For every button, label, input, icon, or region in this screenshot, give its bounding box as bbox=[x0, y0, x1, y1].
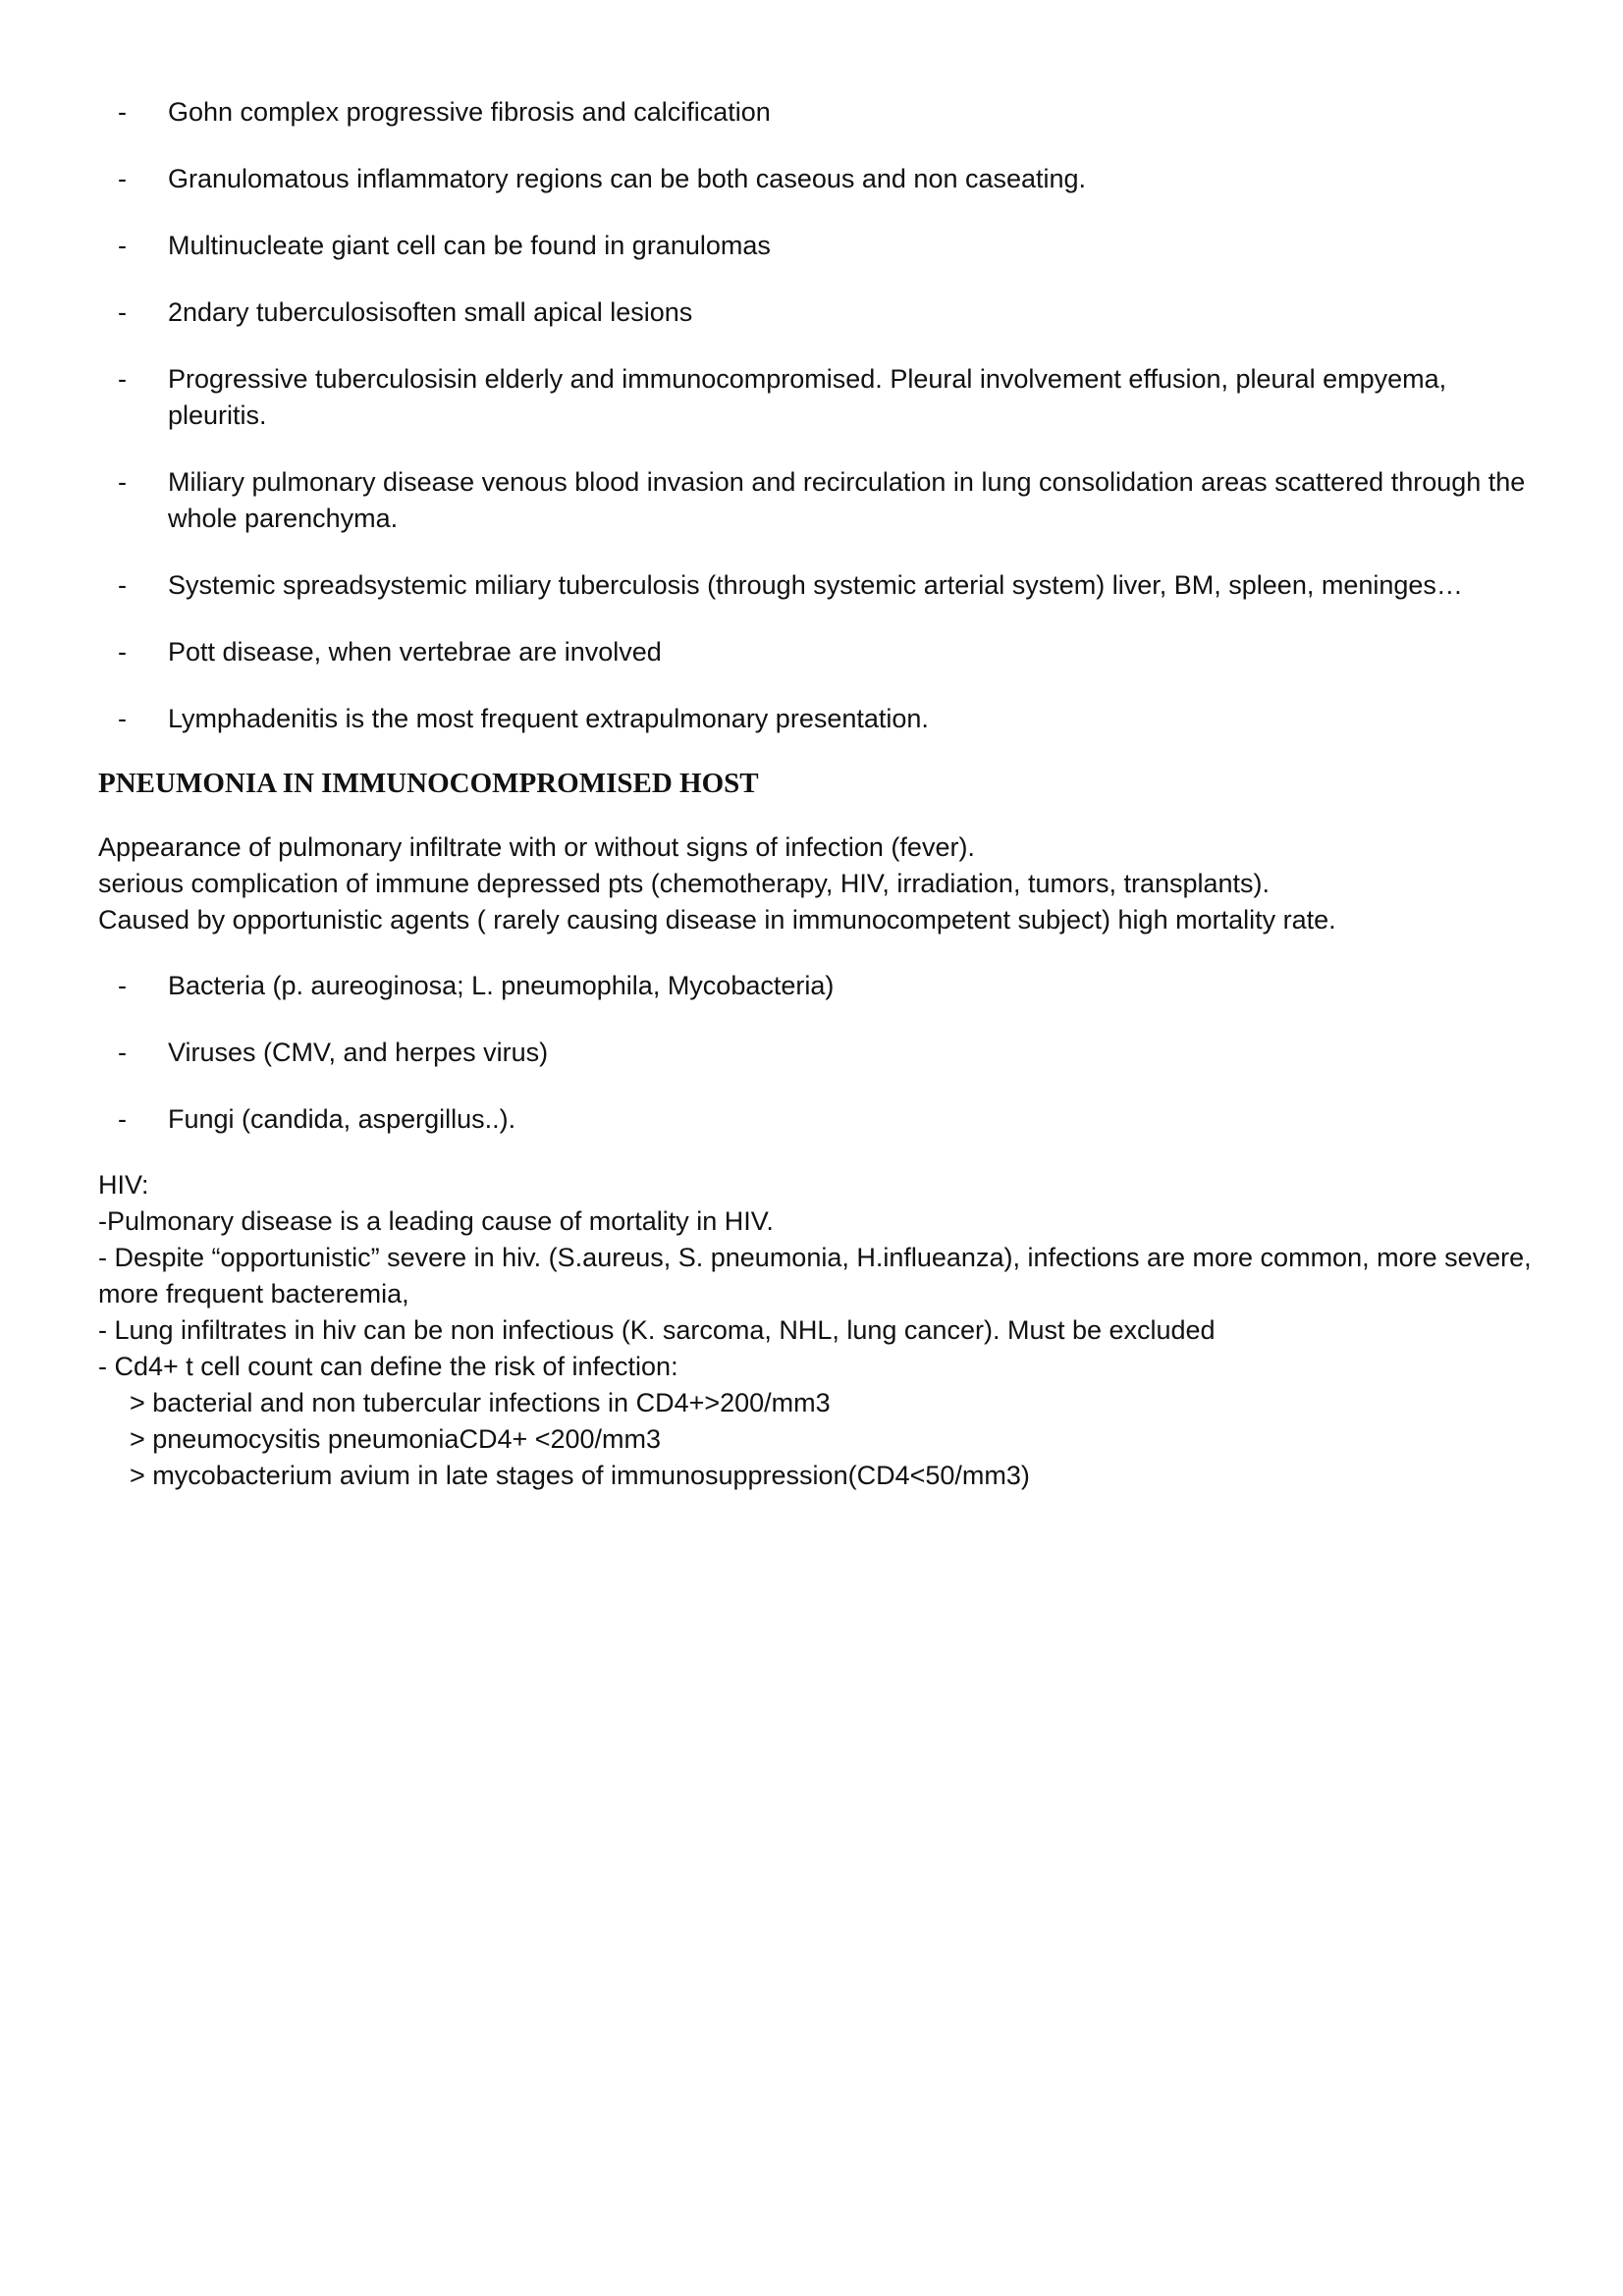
list-item bbox=[98, 464, 1542, 537]
intro-paragraph bbox=[98, 829, 1542, 938]
bullet-dash: - bbox=[118, 231, 127, 260]
list-item-text: Miliary pulmonary disease venous blood invasion and recirculation in lung consolidation areas scattered through the whole parenchyma. bbox=[168, 467, 1526, 533]
bullet-dash: - bbox=[118, 637, 127, 667]
agents-list bbox=[98, 968, 1542, 1138]
list-item bbox=[98, 1035, 1542, 1071]
list-item bbox=[98, 161, 1542, 197]
list-item bbox=[98, 94, 1542, 131]
bullet-dash: - bbox=[118, 364, 127, 394]
list-item-text: 2ndary tuberculosisoften small apical lesions bbox=[168, 297, 693, 327]
intro-line: serious complication of immune depressed pts (chemotherapy, HIV, irradiation, tumors, transplants). bbox=[98, 869, 1271, 898]
page-content bbox=[98, 94, 1542, 1494]
list-item-text: Viruses (CMV, and herpes virus) bbox=[168, 1038, 549, 1067]
hiv-line: - Despite “opportunistic” severe in hiv. (S.aureus, S. pneumonia, H.influeanza), infections are more common, more severe, more frequent bacteremia, bbox=[98, 1243, 1532, 1308]
list-item bbox=[98, 361, 1542, 434]
tuberculosis-list bbox=[98, 94, 1542, 737]
bullet-dash: - bbox=[118, 570, 127, 600]
list-item-text: Multinucleate giant cell can be found in granulomas bbox=[168, 231, 771, 260]
bullet-dash: - bbox=[118, 1038, 127, 1067]
section-title: PNEUMONIA IN IMMUNOCOMPROMISED HOST bbox=[98, 768, 759, 799]
list-item bbox=[98, 968, 1542, 1004]
bullet-dash: - bbox=[118, 1104, 127, 1134]
list-item-text: Granulomatous inflammatory regions can be both caseous and non caseating. bbox=[168, 164, 1087, 193]
hiv-section bbox=[98, 1167, 1542, 1494]
bullet-dash: - bbox=[118, 467, 127, 497]
hiv-line: - Cd4+ t cell count can define the risk of infection: bbox=[98, 1352, 678, 1381]
hiv-line: -Pulmonary disease is a leading cause of mortality in HIV. bbox=[98, 1206, 774, 1236]
list-item bbox=[98, 701, 1542, 737]
list-item bbox=[98, 294, 1542, 331]
list-item-text: Lymphadenitis is the most frequent extrapulmonary presentation. bbox=[168, 704, 929, 733]
bullet-dash: - bbox=[118, 97, 127, 127]
hiv-heading: HIV: bbox=[98, 1170, 149, 1200]
intro-line: Appearance of pulmonary infiltrate with or without signs of infection (fever). bbox=[98, 832, 975, 862]
hiv-sub-line: > bacterial and non tubercular infections in CD4+>200/mm3 bbox=[130, 1388, 831, 1417]
hiv-sub-line: > mycobacterium avium in late stages of immunosuppression(CD4<50/mm3) bbox=[130, 1461, 1030, 1490]
list-item-text: Progressive tuberculosisin elderly and immunocompromised. Pleural involvement effusion, pleural empyema, pleuritis. bbox=[168, 364, 1447, 430]
list-item-text: Pott disease, when vertebrae are involved bbox=[168, 637, 662, 667]
hiv-line: - Lung infiltrates in hiv can be non infectious (K. sarcoma, NHL, lung cancer). Must be excluded bbox=[98, 1315, 1216, 1345]
list-item-text: Systemic spreadsystemic miliary tuberculosis (through systemic arterial system) liver, BM, spleen, meninges… bbox=[168, 570, 1463, 600]
hiv-sub-line: > pneumocysitis pneumoniaCD4+ <200/mm3 bbox=[130, 1424, 662, 1454]
list-item bbox=[98, 228, 1542, 264]
list-item bbox=[98, 567, 1542, 604]
bullet-dash: - bbox=[118, 971, 127, 1000]
list-item-text: Gohn complex progressive fibrosis and calcification bbox=[168, 97, 771, 127]
list-item-text: Bacteria (p. aureoginosa; L. pneumophila, Mycobacteria) bbox=[168, 971, 835, 1000]
list-item bbox=[98, 1101, 1542, 1138]
bullet-dash: - bbox=[118, 704, 127, 733]
bullet-dash: - bbox=[118, 297, 127, 327]
intro-line: Caused by opportunistic agents ( rarely causing disease in immunocompetent subject) high mortality rate. bbox=[98, 905, 1336, 934]
list-item bbox=[98, 634, 1542, 670]
bullet-dash: - bbox=[118, 164, 127, 193]
list-item-text: Fungi (candida, aspergillus..). bbox=[168, 1104, 516, 1134]
